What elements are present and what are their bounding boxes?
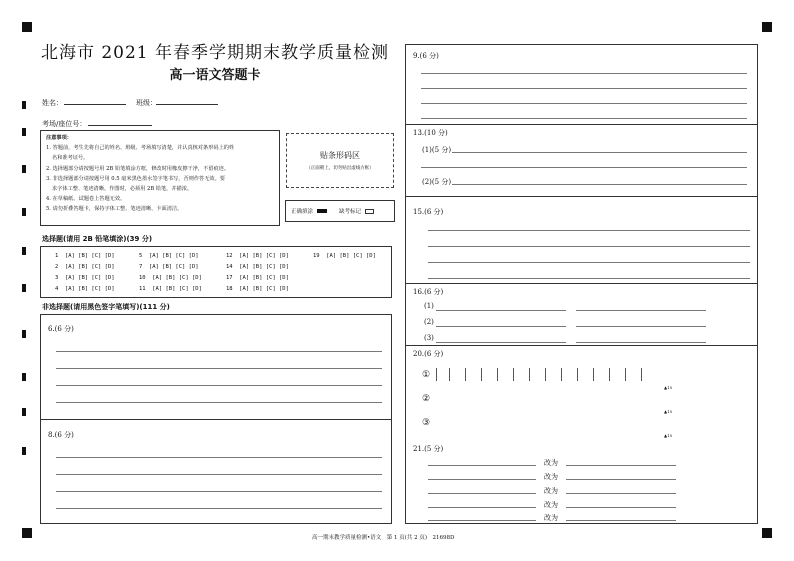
question-20-3-label: ③: [422, 418, 431, 428]
answer-line[interactable]: [56, 457, 382, 458]
answer-line[interactable]: [56, 474, 382, 475]
answer-line[interactable]: [428, 520, 536, 521]
answer-line[interactable]: [436, 310, 566, 311]
answer-line[interactable]: [428, 262, 750, 263]
answer-line[interactable]: [421, 103, 747, 104]
section-divider: [405, 124, 758, 125]
grid-tick: [481, 368, 482, 381]
correct-fill-label: 正确填涂: [291, 209, 314, 215]
grid-tick: [529, 368, 530, 381]
mc-question[interactable]: 14 [A] [B] [C] [D]: [226, 264, 289, 270]
answer-line[interactable]: [576, 342, 706, 343]
change-to-label: 改为: [544, 487, 558, 495]
mc-question[interactable]: 18 [A] [B] [C] [D]: [226, 286, 289, 292]
exam-title: 北海市 2021 年春季学期期末教学质量检测: [40, 43, 390, 63]
answer-line[interactable]: [428, 493, 536, 494]
answer-line[interactable]: [428, 479, 536, 480]
answer-line[interactable]: [428, 230, 750, 231]
seat-field[interactable]: [88, 125, 152, 126]
change-to-label: 改为: [544, 501, 558, 509]
char-count-marker: ▲15: [664, 385, 673, 390]
fill-legend: [285, 200, 395, 222]
timing-mark: [22, 247, 26, 255]
multiple-choice-box: [40, 246, 392, 298]
grid-tick: [465, 368, 466, 381]
grid-tick: [545, 368, 546, 381]
notice-box: [40, 130, 280, 226]
question-13-2-label: (2)(5 分): [422, 178, 452, 186]
class-label: 班级：: [136, 99, 157, 107]
answer-line[interactable]: [436, 326, 566, 327]
notice-item: 5. 请勿折叠答题卡，保持字体工整、笔迹清晰、卡面清洁。: [46, 206, 183, 213]
section-divider: [405, 196, 758, 197]
answer-line[interactable]: [566, 507, 676, 508]
registration-mark-top-left: [22, 22, 32, 32]
answer-line[interactable]: [576, 310, 706, 311]
grid-tick: [449, 368, 450, 381]
question-16-2-label: (2): [424, 318, 434, 326]
notice-item: 2. 选择题部分请按题号用 2B 铅笔填涂方框，修改时用橡皮擦干净，不留痕迹。: [46, 165, 230, 172]
grid-tick: [561, 368, 562, 381]
registration-mark-bottom-right: [762, 528, 772, 538]
mc-question[interactable]: 5 [A] [B] [C] [D]: [139, 253, 199, 259]
timing-mark: [22, 128, 26, 136]
section-divider: [405, 345, 758, 346]
notice-item: 名和准考证号。: [52, 155, 89, 162]
answer-line[interactable]: [436, 342, 566, 343]
timing-mark: [22, 284, 26, 292]
answer-line[interactable]: [421, 88, 747, 89]
mc-question[interactable]: 17 [A] [B] [C] [D]: [226, 275, 289, 281]
answer-line[interactable]: [56, 491, 382, 492]
mc-question[interactable]: 3 [A] [B] [C] [D]: [55, 275, 115, 281]
mc-question[interactable]: 12 [A] [B] [C] [D]: [226, 253, 289, 259]
answer-line[interactable]: [56, 368, 382, 369]
answer-line[interactable]: [421, 118, 747, 119]
notice-item: 1. 答题前，考生先将自己的姓名、班级、考场填写清楚，并认真核对条形码上的姓: [46, 145, 235, 152]
mc-question[interactable]: 11 [A] [B] [C] [D]: [139, 286, 202, 292]
char-count-marker: ▲15: [664, 409, 673, 414]
seat-label: 考场/座位号：: [42, 120, 87, 128]
grid-tick: [497, 368, 498, 381]
timing-mark: [22, 165, 26, 173]
question-16-3-label: (3): [424, 334, 434, 342]
grid-tick: [625, 368, 626, 381]
question-20-2-label: ②: [422, 394, 431, 404]
grid-tick: [436, 368, 437, 381]
missing-mark-label: 缺考标记: [339, 209, 362, 215]
mc-question[interactable]: 1 [A] [B] [C] [D]: [55, 253, 115, 259]
question-15-label: 15.(6 分): [413, 208, 444, 216]
mc-question[interactable]: 2 [A] [B] [C] [D]: [55, 264, 115, 270]
answer-box-right: [405, 44, 758, 524]
timing-mark: [22, 373, 26, 381]
answer-line[interactable]: [56, 402, 382, 403]
answer-line[interactable]: [452, 184, 747, 185]
barcode-hint: （正面朝上，切勿贴出虚线方框）: [306, 166, 374, 171]
grid-tick: [641, 368, 642, 381]
question-13-label: 13.(10 分): [413, 129, 448, 137]
change-to-label: 改为: [544, 473, 558, 481]
answer-line[interactable]: [428, 507, 536, 508]
timing-mark: [22, 408, 26, 416]
name-field[interactable]: [64, 104, 126, 105]
question-21-label: 21.(5 分): [413, 445, 444, 453]
mc-question[interactable]: 4 [A] [B] [C] [D]: [55, 286, 115, 292]
mc-question[interactable]: 7 [A] [B] [C] [D]: [139, 264, 199, 270]
mc-question[interactable]: 10 [A] [B] [C] [D]: [139, 275, 202, 281]
answer-line[interactable]: [452, 152, 747, 153]
answer-line[interactable]: [56, 351, 382, 352]
answer-sheet-title: 高一语文答题卡: [169, 68, 261, 83]
non-choice-title: 非选择题(请用黑色签字笔填写)(111 分): [42, 303, 170, 311]
question-16-label: 16.(6 分): [413, 288, 444, 296]
class-field[interactable]: [156, 104, 218, 105]
question-13-1-label: (1)(5 分): [422, 146, 452, 154]
missing-mark-box[interactable]: [365, 209, 374, 214]
question-9-label: 9.(6 分): [413, 52, 439, 60]
answer-line[interactable]: [566, 465, 676, 466]
grid-tick: [593, 368, 594, 381]
answer-line[interactable]: [566, 520, 676, 521]
grid-tick: [577, 368, 578, 381]
timing-mark: [22, 208, 26, 216]
question-16-1-label: (1): [424, 302, 434, 310]
answer-line[interactable]: [56, 508, 382, 509]
barcode-area: [286, 133, 394, 188]
answer-line[interactable]: [421, 167, 747, 168]
registration-mark-bottom-left: [22, 528, 32, 538]
question-20-label: 20.(6 分): [413, 350, 444, 358]
notice-item: 求字体工整、笔迹清晰。作图时，必须用 2B 铅笔，并描浓。: [52, 186, 193, 193]
answer-line[interactable]: [421, 73, 747, 74]
notice-heading: 注意事项：: [46, 135, 72, 141]
answer-line[interactable]: [428, 278, 750, 279]
grid-tick: [513, 368, 514, 381]
correct-fill-sample: [317, 209, 327, 213]
page-footer: 高一期末教学质量检测•语文 第 1 页(共 2 页) 21698D: [312, 535, 455, 541]
change-to-label: 改为: [544, 514, 558, 522]
answer-line[interactable]: [428, 465, 536, 466]
question-6-label: 6.(6 分): [48, 325, 74, 333]
barcode-title: 贴条形码区: [320, 151, 360, 160]
answer-line[interactable]: [566, 493, 676, 494]
timing-mark: [22, 447, 26, 455]
timing-mark: [22, 101, 26, 109]
registration-mark-top-right: [762, 22, 772, 32]
answer-line[interactable]: [576, 326, 706, 327]
notice-item: 3. 非选择题部分请按题号用 0.5 毫米黑色墨水签字笔书写，否则作答无效。要: [46, 175, 225, 182]
char-count-marker: ▲15: [664, 433, 673, 438]
question-8-label: 8.(6 分): [48, 431, 74, 439]
section-divider: [40, 419, 392, 420]
question-20-1-label: ①: [422, 370, 431, 380]
notice-item: 4. 在草稿纸、试题卷上答题无效。: [46, 196, 126, 203]
name-label: 姓名：: [42, 99, 63, 107]
timing-mark: [22, 330, 26, 338]
section-divider: [405, 283, 758, 284]
grid-tick: [609, 368, 610, 381]
change-to-label: 改为: [544, 459, 558, 467]
mc-question[interactable]: 19 [A] [B] [C] [D]: [313, 253, 376, 259]
answer-line[interactable]: [56, 385, 382, 386]
answer-line[interactable]: [566, 479, 676, 480]
answer-line[interactable]: [428, 246, 750, 247]
multiple-choice-title: 选择题(请用 2B 铅笔填涂)(39 分): [42, 235, 153, 243]
